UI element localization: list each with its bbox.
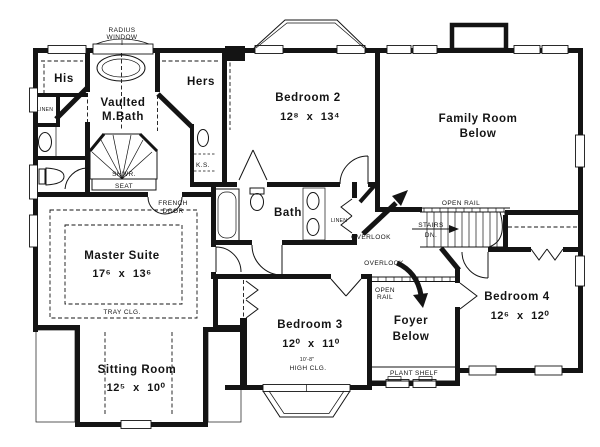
label-bedroom3-dims: 12⁰ x 11⁰ bbox=[282, 338, 340, 350]
label-tray-clg: TRAY CLG. bbox=[103, 309, 141, 316]
label-bedroom3-clg-2: HIGH CLG. bbox=[289, 365, 327, 372]
label-master-name: Master Suite bbox=[84, 250, 160, 262]
label-family-2: Below bbox=[459, 128, 497, 140]
label-radius-window-2: WINDOW bbox=[106, 34, 138, 41]
label-open-rail-foyer-1: OPEN bbox=[374, 287, 396, 294]
label-master-dims: 17⁶ x 13⁶ bbox=[92, 268, 152, 280]
overlook-arrow-lower bbox=[397, 263, 428, 308]
bath-tub-icon bbox=[215, 189, 239, 241]
open-rail-stairs-line bbox=[420, 208, 510, 212]
roof-outlines bbox=[36, 330, 241, 422]
chimney bbox=[452, 25, 506, 50]
label-foyer-1: Foyer bbox=[393, 315, 429, 327]
label-bedroom2-dims: 12⁸ x 13⁴ bbox=[280, 111, 340, 123]
label-bedroom2-name: Bedroom 2 bbox=[275, 92, 341, 104]
shower-icon bbox=[90, 134, 157, 190]
bath-vanity-icon bbox=[303, 188, 325, 240]
labels bbox=[37, 27, 550, 394]
knee-space-sink-icon bbox=[198, 130, 209, 147]
label-bedroom4-name: Bedroom 4 bbox=[484, 291, 550, 303]
label-bath: Bath bbox=[274, 207, 302, 219]
label-plant-shelf: PLANT SHELF bbox=[390, 370, 438, 377]
label-stairs-dn: DN. bbox=[424, 232, 438, 239]
label-linen-hall: LINEN bbox=[330, 218, 348, 224]
label-shower: SHWR. bbox=[112, 171, 136, 178]
label-french-door-2: DOOR bbox=[162, 208, 184, 215]
master-tub-icon bbox=[97, 55, 145, 81]
label-mbath-1: Vaulted bbox=[100, 97, 146, 109]
label-sitting-name: Sitting Room bbox=[97, 364, 177, 376]
label-stairs: STAIRS bbox=[418, 222, 444, 229]
label-knee-space: K.S. bbox=[196, 162, 210, 169]
label-radius-window-1: RADIUS bbox=[108, 27, 136, 34]
toilet-left-icon bbox=[39, 168, 64, 185]
label-bedroom3-name: Bedroom 3 bbox=[277, 319, 343, 331]
label-foyer-2: Below bbox=[392, 331, 430, 343]
label-his: His bbox=[54, 73, 74, 85]
label-overlook-upper: OVERLOOK bbox=[351, 234, 391, 241]
vanity-sink-left-icon bbox=[39, 127, 57, 156]
label-french-door-1: FRENCH bbox=[158, 200, 188, 207]
label-seat: SEAT bbox=[114, 183, 134, 190]
bath-toilet-icon bbox=[250, 188, 264, 211]
label-family-1: Family Room bbox=[438, 113, 518, 125]
label-sitting-dims: 12⁵ x 10⁰ bbox=[106, 382, 166, 394]
label-open-rail-stairs: OPEN RAIL bbox=[441, 200, 481, 207]
label-bedroom3-clg-1: 10'-8" bbox=[299, 357, 315, 363]
label-linen-left: LINEN bbox=[36, 107, 54, 113]
label-hers: Hers bbox=[187, 76, 215, 88]
label-overlook-lower: OVERLOOK bbox=[364, 260, 404, 267]
label-open-rail-foyer-2: RAIL bbox=[376, 294, 394, 301]
label-mbath-2: M.Bath bbox=[102, 111, 144, 123]
label-bedroom4-dims: 12⁶ x 12⁰ bbox=[490, 310, 550, 322]
